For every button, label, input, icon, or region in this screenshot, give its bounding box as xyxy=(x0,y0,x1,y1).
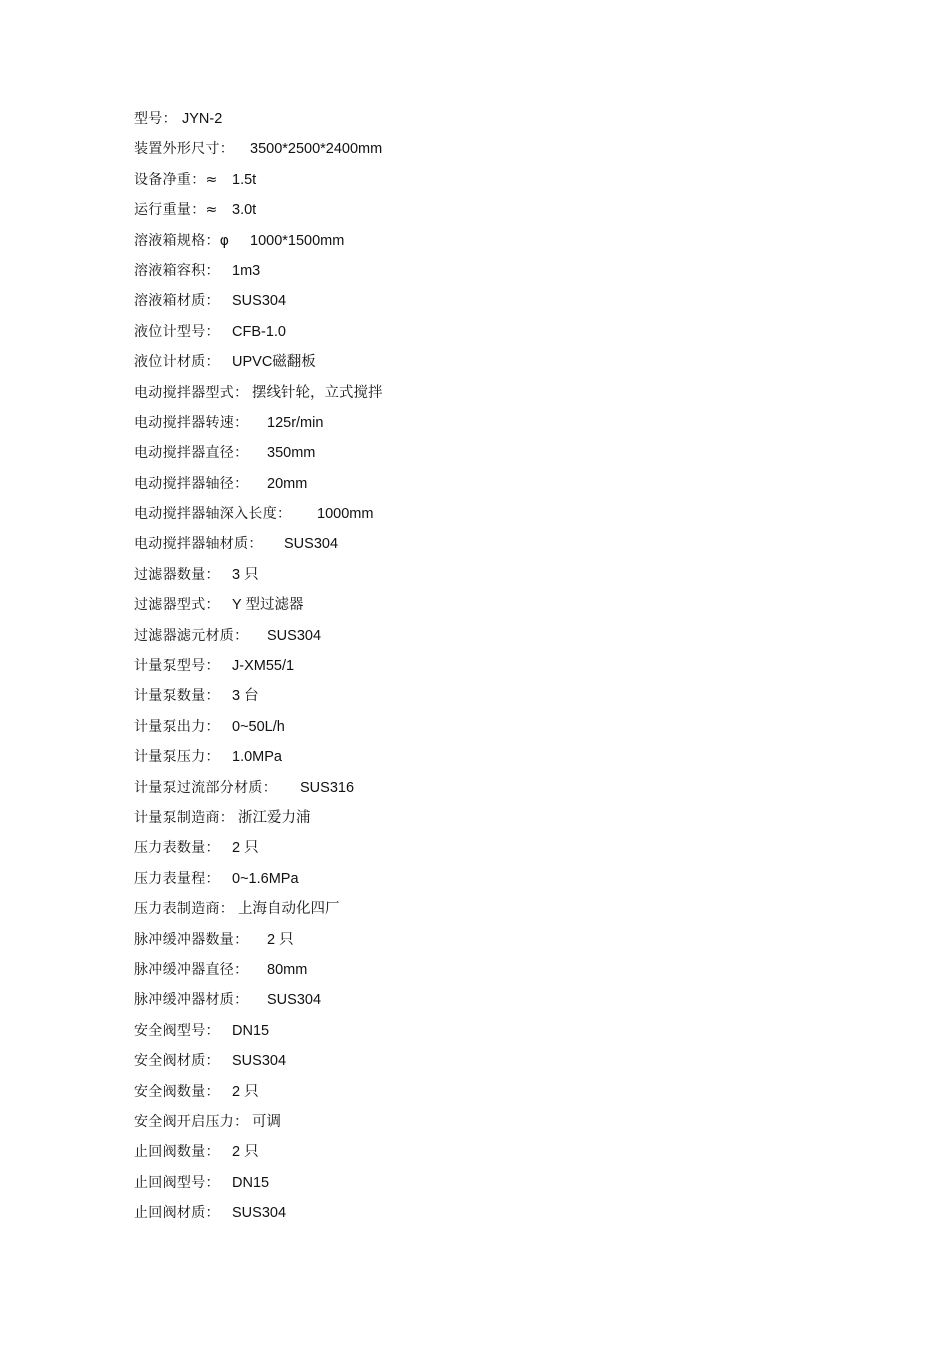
spec-label: 过滤器数量： xyxy=(134,566,220,583)
spec-row xyxy=(134,230,834,260)
spec-row xyxy=(134,473,834,503)
spec-value: SUS304 xyxy=(232,293,287,310)
spec-label: 压力表制造商： xyxy=(134,901,235,918)
spec-label: 止回阀型号： xyxy=(134,1174,220,1191)
spec-row xyxy=(134,685,834,715)
spec-row xyxy=(134,807,834,837)
spec-row xyxy=(134,290,834,320)
spec-label: 电动搅拌器型式： xyxy=(134,384,249,401)
spec-value: 1m3 xyxy=(232,262,261,279)
spec-row xyxy=(134,959,834,989)
spec-row xyxy=(134,199,834,229)
spec-row xyxy=(134,929,834,959)
spec-row xyxy=(134,1202,834,1232)
spec-value: 3500*2500*2400mm xyxy=(250,141,383,158)
spec-label: 运行重量：≈ xyxy=(134,202,218,219)
spec-value: 1.0MPa xyxy=(232,749,282,766)
spec-value: 0~50L/h xyxy=(232,718,285,735)
spec-label: 液位计型号： xyxy=(134,323,220,340)
spec-label: 安全阀材质： xyxy=(134,1053,220,1070)
spec-value: 2 只 xyxy=(267,931,294,948)
spec-value: SUS304 xyxy=(232,1053,287,1070)
spec-label: 电动搅拌器直径： xyxy=(134,445,249,462)
spec-value: 0~1.6MPa xyxy=(232,870,299,887)
spec-row xyxy=(134,716,834,746)
spec-value: 1000*1500mm xyxy=(250,232,345,249)
spec-value: 上海自动化四厂 xyxy=(238,901,340,918)
spec-value: SUS316 xyxy=(300,779,355,796)
spec-row xyxy=(134,533,834,563)
spec-value: 125r/min xyxy=(267,414,324,431)
spec-label: 计量泵制造商： xyxy=(134,809,235,826)
spec-row xyxy=(134,1111,834,1141)
spec-row xyxy=(134,777,834,807)
spec-row xyxy=(134,169,834,199)
spec-label: 型号： xyxy=(134,111,177,127)
spec-label: 脉冲缓冲器材质： xyxy=(134,992,249,1009)
spec-value: 3 台 xyxy=(232,688,259,705)
spec-label: 计量泵过流部分材质： xyxy=(134,779,277,796)
spec-label: 过滤器型式： xyxy=(134,597,220,614)
spec-row xyxy=(134,138,834,168)
spec-value: SUS304 xyxy=(284,536,339,553)
spec-row xyxy=(134,351,834,381)
spec-value: CFB-1.0 xyxy=(232,323,286,340)
spec-value: 可调 xyxy=(252,1113,281,1130)
spec-label: 溶液箱材质： xyxy=(134,293,220,310)
spec-label: 止回阀数量： xyxy=(134,1144,220,1161)
spec-row xyxy=(134,503,834,533)
spec-row xyxy=(134,1141,834,1171)
spec-row xyxy=(134,442,834,472)
spec-label: 脉冲缓冲器数量： xyxy=(134,931,249,948)
spec-value: 3 只 xyxy=(232,566,259,583)
spec-label: 安全阀数量： xyxy=(134,1083,220,1100)
spec-value: 2 只 xyxy=(232,1083,259,1100)
spec-value: 1.5t xyxy=(232,171,257,188)
spec-label: 液位计材质： xyxy=(134,354,220,371)
spec-label: 电动搅拌器轴深入长度： xyxy=(134,506,292,523)
spec-value: DN15 xyxy=(232,1022,270,1039)
spec-value: 摆线针轮，立式搅拌 xyxy=(252,384,383,401)
spec-row xyxy=(134,1172,834,1202)
spec-row xyxy=(134,1050,834,1080)
spec-label: 电动搅拌器轴径： xyxy=(134,475,249,492)
spec-label: 装置外形尺寸： xyxy=(134,141,235,158)
spec-label: 止回阀材质： xyxy=(134,1205,220,1222)
spec-label: 计量泵出力： xyxy=(134,718,220,735)
spec-value: 20mm xyxy=(267,475,308,492)
spec-label: 设备净重：≈ xyxy=(134,171,218,188)
spec-value: SUS304 xyxy=(232,1205,287,1222)
spec-label: 安全阀开启压力： xyxy=(134,1113,249,1130)
spec-value: 80mm xyxy=(267,961,308,978)
spec-row xyxy=(134,382,834,412)
spec-row xyxy=(134,108,834,138)
spec-value: SUS304 xyxy=(267,627,322,644)
spec-label: 计量泵数量： xyxy=(134,688,220,705)
spec-value: 1000mm xyxy=(317,506,374,523)
spec-row xyxy=(134,260,834,290)
spec-row xyxy=(134,837,834,867)
spec-row xyxy=(134,655,834,685)
spec-row xyxy=(134,412,834,442)
spec-label: 溶液箱容积： xyxy=(134,262,220,279)
spec-label: 电动搅拌器轴材质： xyxy=(134,536,263,553)
spec-label: 电动搅拌器转速： xyxy=(134,414,249,431)
spec-value: 2 只 xyxy=(232,1144,259,1161)
spec-row xyxy=(134,746,834,776)
spec-value: 浙江爱力浦 xyxy=(238,809,311,826)
spec-value: 3.0t xyxy=(232,202,257,219)
spec-label: 溶液箱规格：φ xyxy=(134,232,230,249)
spec-row xyxy=(134,1020,834,1050)
spec-label: 计量泵型号： xyxy=(134,658,220,675)
spec-label: 过滤器滤元材质： xyxy=(134,627,249,644)
spec-label: 安全阀型号： xyxy=(134,1022,220,1039)
spec-label: 压力表量程： xyxy=(134,870,220,887)
spec-row xyxy=(134,594,834,624)
spec-list xyxy=(134,108,834,1232)
spec-value: Y 型过滤器 xyxy=(232,597,304,614)
spec-row xyxy=(134,1081,834,1111)
spec-value: JYN-2 xyxy=(182,111,223,127)
spec-value: DN15 xyxy=(232,1174,270,1191)
spec-row xyxy=(134,898,834,928)
spec-value: J-XM55/1 xyxy=(232,658,295,675)
spec-row xyxy=(134,868,834,898)
spec-label: 计量泵压力： xyxy=(134,749,220,766)
spec-row xyxy=(134,321,834,351)
spec-value: UPVC磁翻板 xyxy=(232,354,316,371)
spec-row xyxy=(134,989,834,1019)
spec-row xyxy=(134,625,834,655)
spec-value: 2 只 xyxy=(232,840,259,857)
spec-value: SUS304 xyxy=(267,992,322,1009)
spec-value: 350mm xyxy=(267,445,316,462)
spec-label: 脉冲缓冲器直径： xyxy=(134,961,249,978)
spec-label: 压力表数量： xyxy=(134,840,220,857)
spec-row xyxy=(134,564,834,594)
